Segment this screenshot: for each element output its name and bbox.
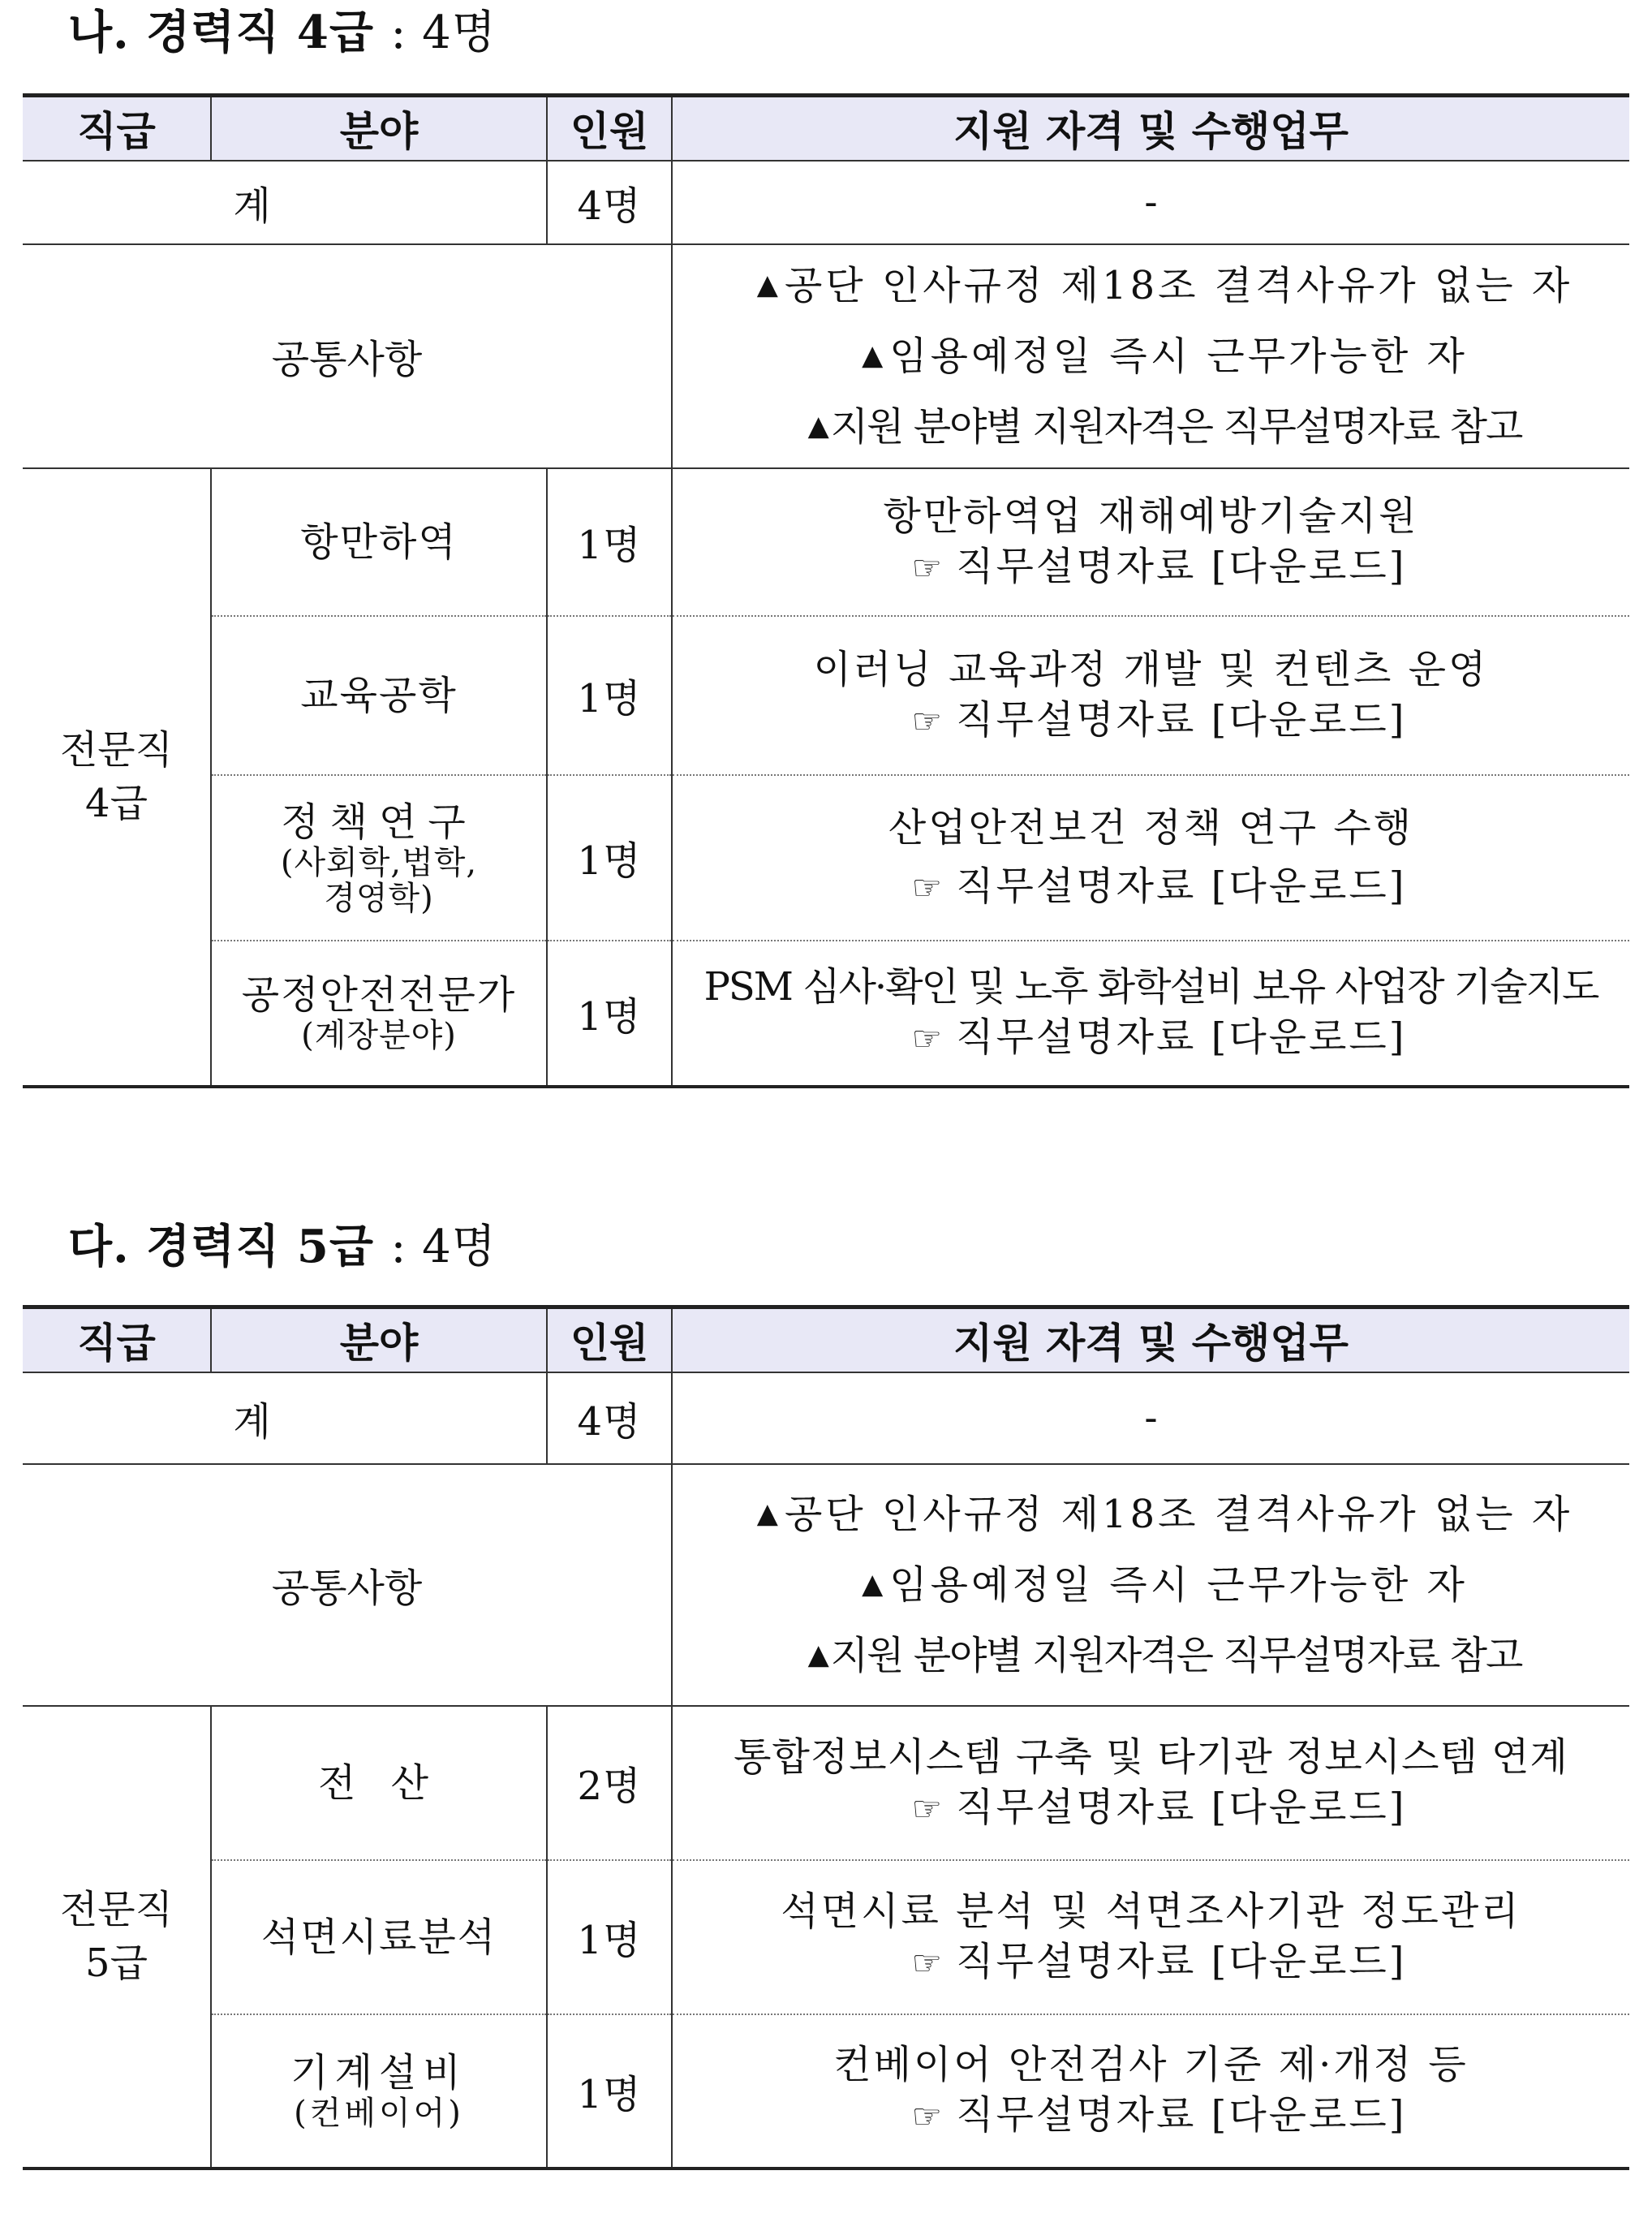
recruitment-table-grade5 xyxy=(23,1305,1629,2170)
field-cell: 공정안전전문가 (계장분야) xyxy=(211,941,547,1087)
recruitment-table-grade4 xyxy=(23,93,1629,1088)
field-cell: 교육공학 xyxy=(211,616,547,775)
duty-cell: 항만하역업 재해예방기술지원 ☞ 직무설명자료 [다운로드] xyxy=(672,468,1629,616)
count-cell: 1명 xyxy=(547,1860,672,2014)
pointing-hand-icon: ☞ xyxy=(911,1788,945,1828)
job-description-download-link[interactable]: ☞ 직무설명자료 [다운로드] xyxy=(911,1014,1407,1060)
triangle-bullet-icon: ▲ xyxy=(862,339,887,372)
header-grade: 직급 xyxy=(23,1307,211,1372)
list-item: ▲지원 분야별 지원자격은 직무설명자료 참고 xyxy=(807,1633,1522,1678)
table-header-row xyxy=(23,1307,1629,1372)
section-title-grade4 xyxy=(68,0,497,66)
total-count: 4명 xyxy=(547,161,672,244)
header-field: 분야 xyxy=(211,1307,547,1372)
table-header-row xyxy=(23,96,1629,161)
job-description-download-link[interactable]: ☞ 직무설명자료 [다운로드] xyxy=(911,696,1407,743)
common-row xyxy=(23,1464,1629,1706)
section-title-text: 나. 경력직 4급 xyxy=(68,6,374,59)
pointing-hand-icon: ☞ xyxy=(911,1019,945,1058)
count-cell: 2명 xyxy=(547,1706,672,1860)
table-row xyxy=(23,616,1629,775)
duty-cell: 산업안전보건 정책 연구 수행 ☞ 직무설명자료 [다운로드] xyxy=(672,775,1629,941)
common-row xyxy=(23,244,1629,468)
count-cell: 1명 xyxy=(547,616,672,775)
duty-cell: PSM 심사·확인 및 노후 화학설비 보유 사업장 기술지도 ☞ 직무설명자료 [다운로드] xyxy=(672,941,1629,1087)
triangle-bullet-icon: ▲ xyxy=(756,1497,781,1530)
total-dash: - xyxy=(672,161,1629,244)
section-title-text: 다. 경력직 5급 xyxy=(68,1220,374,1273)
triangle-bullet-icon: ▲ xyxy=(807,410,828,442)
header-field: 분야 xyxy=(211,96,547,161)
table-row xyxy=(23,775,1629,941)
field-cell: 석면시료분석 xyxy=(211,1860,547,2014)
count-cell: 1명 xyxy=(547,2014,672,2169)
field-cell: 전 산 xyxy=(211,1706,547,1860)
pointing-hand-icon: ☞ xyxy=(911,700,945,741)
list-item: ▲임용예정일 즉시 근무가능한 자 xyxy=(862,334,1468,379)
total-label: 계 xyxy=(23,161,547,244)
list-item: ▲공단 인사규정 제18조 결격사유가 없는 자 xyxy=(756,1492,1573,1537)
list-item: ▲임용예정일 즉시 근무가능한 자 xyxy=(862,1562,1468,1608)
total-dash: - xyxy=(672,1372,1629,1464)
duty-cell: 컨베이어 안전검사 기준 제·개정 등 ☞ 직무설명자료 [다운로드] xyxy=(672,2014,1629,2169)
list-item: ▲지원 분야별 지원자격은 직무설명자료 참고 xyxy=(807,404,1522,450)
duty-cell: 통합정보시스템 구축 및 타기관 정보시스템 연계 ☞ 직무설명자료 [다운로드] xyxy=(672,1706,1629,1860)
grade-cell: 전문직 4급 xyxy=(23,468,211,1087)
job-description-download-link[interactable]: ☞ 직무설명자료 [다운로드] xyxy=(911,2092,1407,2138)
field-cell: 정책연구 (사회학,법학, 경영학) xyxy=(211,775,547,941)
table-row xyxy=(23,941,1629,1087)
job-description-download-link[interactable]: ☞ 직무설명자료 [다운로드] xyxy=(911,543,1407,589)
pointing-hand-icon: ☞ xyxy=(911,547,945,588)
section-title-count: : 4명 xyxy=(390,6,497,59)
section-title-grade5 xyxy=(68,1214,497,1280)
pointing-hand-icon: ☞ xyxy=(911,867,945,907)
duty-cell: 이러닝 교육과정 개발 및 컨텐츠 운영 ☞ 직무설명자료 [다운로드] xyxy=(672,616,1629,775)
job-description-download-link[interactable]: ☞ 직무설명자료 [다운로드] xyxy=(911,863,1407,909)
job-description-download-link[interactable]: ☞ 직무설명자료 [다운로드] xyxy=(911,1938,1407,1984)
total-count: 4명 xyxy=(547,1372,672,1464)
triangle-bullet-icon: ▲ xyxy=(807,1639,828,1671)
count-cell: 1명 xyxy=(547,468,672,616)
header-count: 인원 xyxy=(547,96,672,161)
list-item: ▲공단 인사규정 제18조 결격사유가 없는 자 xyxy=(756,263,1573,308)
table-row xyxy=(23,2014,1629,2169)
triangle-bullet-icon: ▲ xyxy=(756,269,781,301)
pointing-hand-icon: ☞ xyxy=(911,2096,945,2136)
header-count: 인원 xyxy=(547,1307,672,1372)
field-cell: 기계설비 (컨베이어) xyxy=(211,2014,547,2169)
grade-cell: 전문직 5급 xyxy=(23,1706,211,2169)
field-cell: 항만하역 xyxy=(211,468,547,616)
job-description-download-link[interactable]: ☞ 직무설명자료 [다운로드] xyxy=(911,1784,1407,1830)
pointing-hand-icon: ☞ xyxy=(911,1942,945,1983)
header-grade: 직급 xyxy=(23,96,211,161)
total-row xyxy=(23,161,1629,244)
count-cell: 1명 xyxy=(547,775,672,941)
duty-cell: 석면시료 분석 및 석면조사기관 정도관리 ☞ 직무설명자료 [다운로드] xyxy=(672,1860,1629,2014)
common-label: 공통사항 xyxy=(23,1464,672,1706)
triangle-bullet-icon: ▲ xyxy=(862,1568,887,1600)
table-row xyxy=(23,468,1629,616)
header-duty: 지원 자격 및 수행업무 xyxy=(672,96,1629,161)
common-label: 공통사항 xyxy=(23,244,672,468)
total-row xyxy=(23,1372,1629,1464)
total-label: 계 xyxy=(23,1372,547,1464)
section-title-count: : 4명 xyxy=(390,1221,497,1273)
table-row xyxy=(23,1860,1629,2014)
table-row xyxy=(23,1706,1629,1860)
header-duty: 지원 자격 및 수행업무 xyxy=(672,1307,1629,1372)
common-requirements xyxy=(672,1464,1629,1706)
common-requirements xyxy=(672,244,1629,468)
count-cell: 1명 xyxy=(547,941,672,1087)
